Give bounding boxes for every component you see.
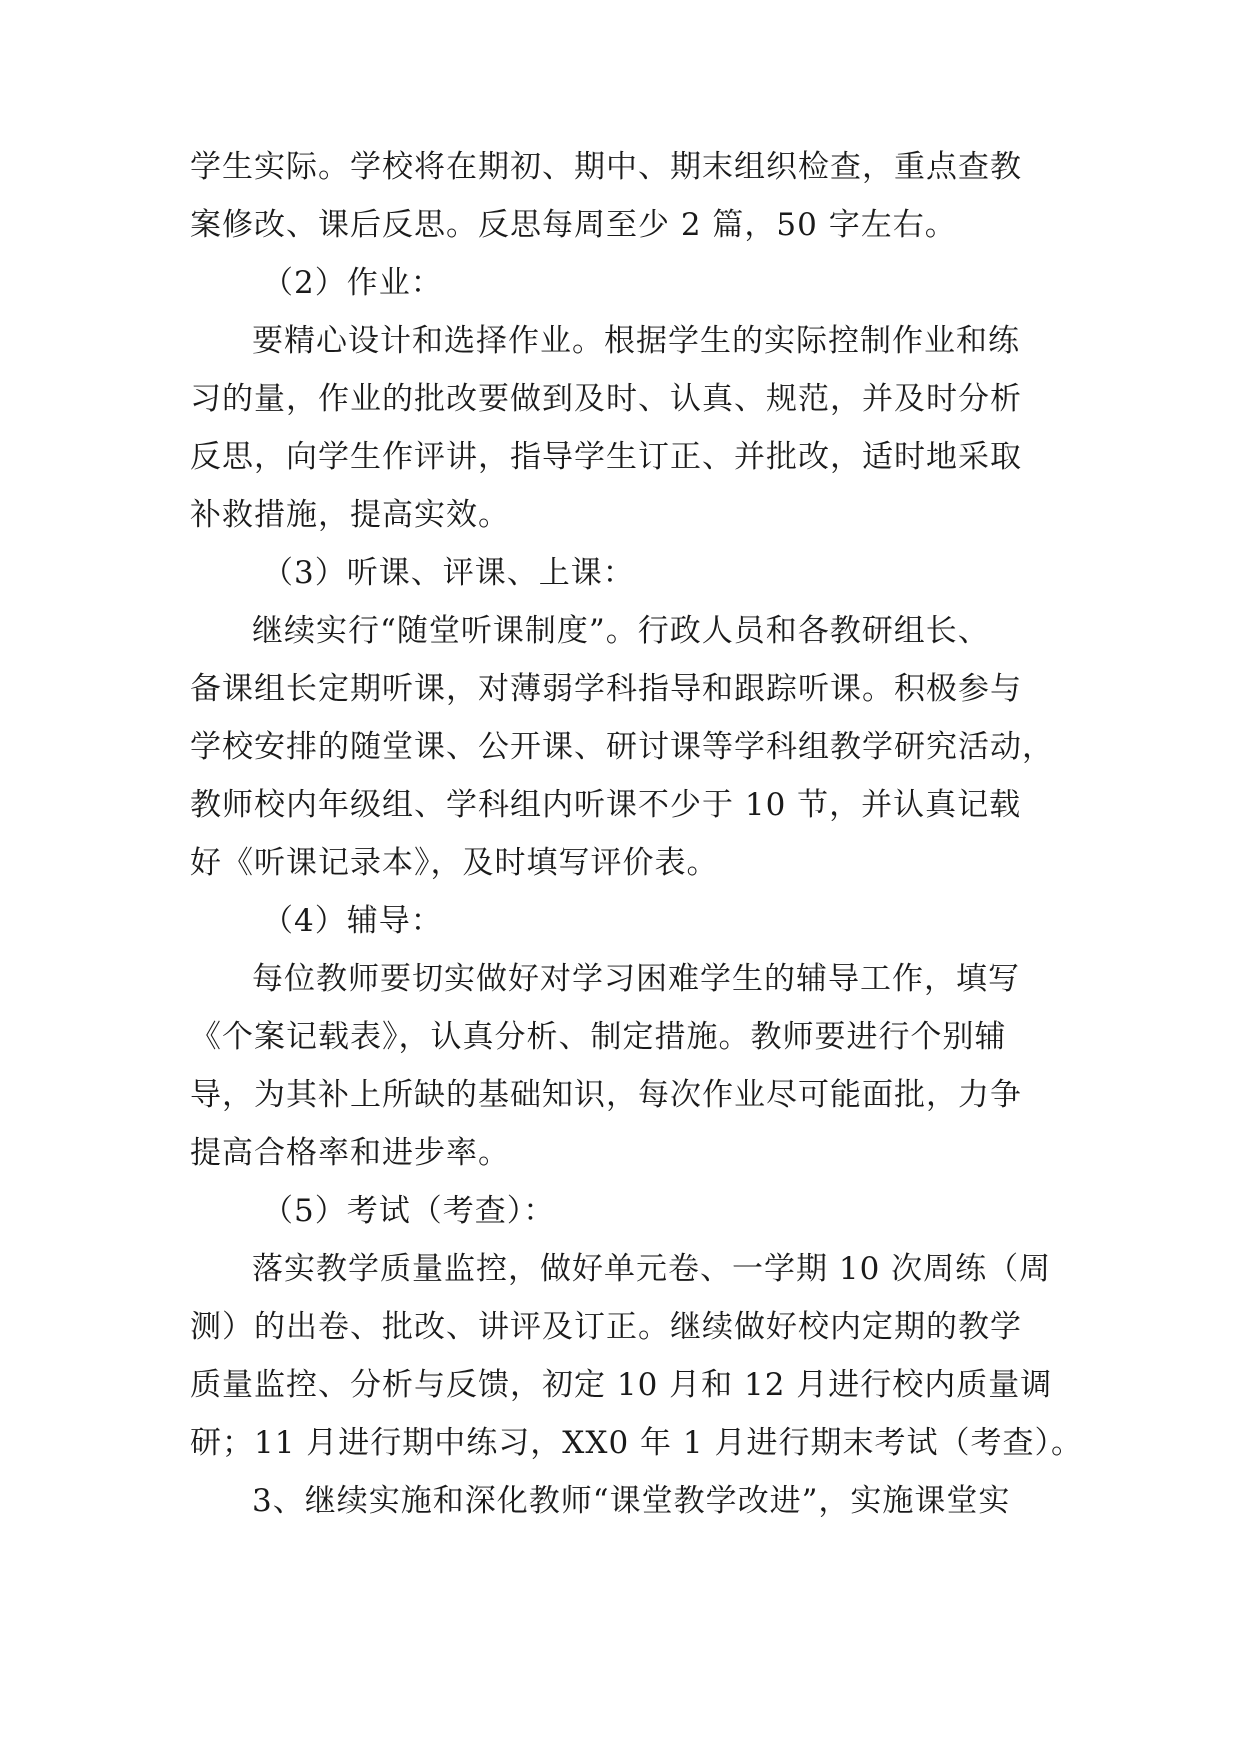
text-line: 补救措施，提高实效。: [190, 497, 510, 533]
text-line: 案修改、课后反思。反思每周至少 2 篇，50 字左右。: [190, 207, 957, 243]
text-line: 《个案记载表》，认真分析、制定措施。教师要进行个别辅: [190, 1019, 1007, 1055]
section-heading: （2）作业：: [262, 265, 443, 301]
text-line: 质量监控、分析与反馈，初定 10 月和 12 月进行校内质量调: [190, 1367, 1053, 1403]
text-line: 测）的出卷、批改、讲评及订正。继续做好校内定期的教学: [190, 1309, 1022, 1345]
text-line: 导，为其补上所缺的基础知识，每次作业尽可能面批，力争: [190, 1077, 1022, 1113]
text-line: 反思，向学生作评讲，指导学生订正、并批改，适时地采取: [190, 439, 1022, 475]
text-line: 落实教学质量监控，做好单元卷、一学期 10 次周练（周: [252, 1251, 1052, 1287]
text-line: 备课组长定期听课，对薄弱学科指导和跟踪听课。积极参与: [190, 671, 1022, 707]
text-line: 学生实际。学校将在期初、期中、期末组织检查，重点查教: [190, 149, 1022, 185]
text-line: 好《听课记录本》，及时填写评价表。: [190, 845, 719, 881]
text-line: 每位教师要切实做好对学习困难学生的辅导工作，填写: [252, 961, 1020, 997]
section-heading: （5）考试（考查）：: [262, 1193, 556, 1229]
text-line: 研；11 月进行期中练习，XX0 年 1 月进行期末考试（考查）。: [190, 1425, 1083, 1461]
text-line: 教师校内年级组、学科组内听课不少于 10 节，并认真记载: [190, 787, 1022, 823]
text-line: 提高合格率和进步率。: [190, 1135, 510, 1171]
section-heading: （3）听课、评课、上课：: [262, 555, 635, 591]
text-line: 3、继续实施和深化教师“课堂教学改进”，实施课堂实: [252, 1483, 1011, 1519]
text-line: 学校安排的随堂课、公开课、研讨课等学科组教学研究活动，: [190, 729, 1054, 765]
text-line: 要精心设计和选择作业。根据学生的实际控制作业和练: [252, 323, 1020, 359]
section-heading: （4）辅导：: [262, 903, 443, 939]
text-line: 习的量，作业的批改要做到及时、认真、规范，并及时分析: [190, 381, 1022, 417]
text-line: 继续实行“随堂听课制度”。行政人员和各教研组长、: [252, 613, 990, 649]
